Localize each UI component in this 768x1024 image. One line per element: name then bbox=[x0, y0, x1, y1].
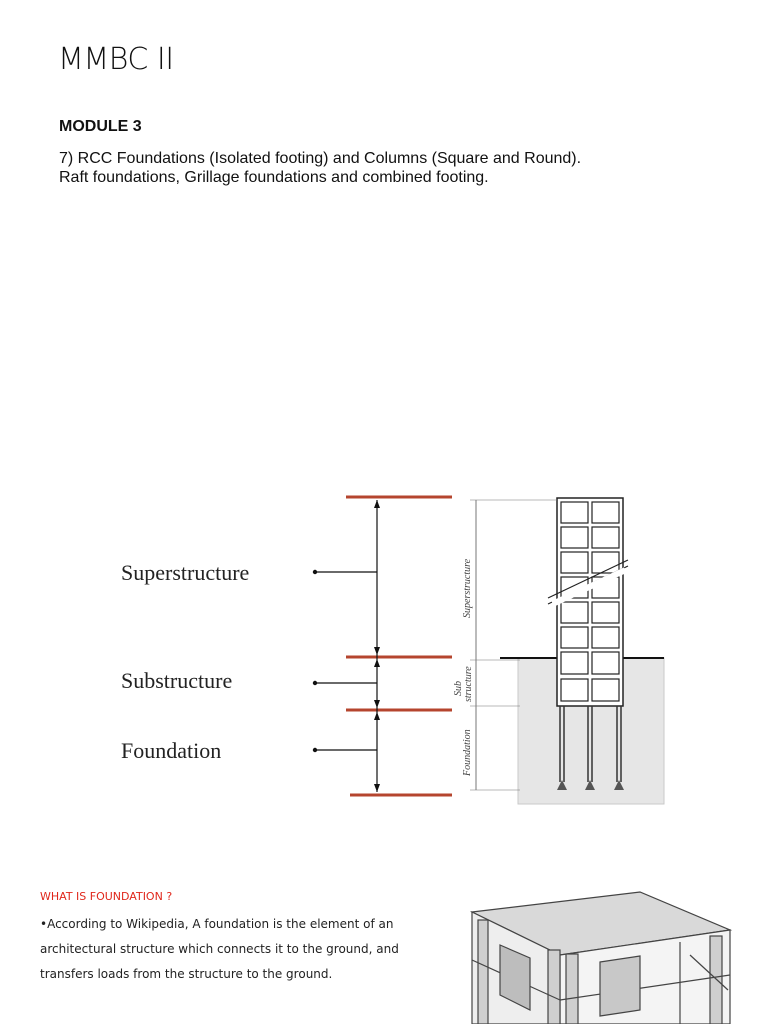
arrow-up bbox=[374, 712, 380, 720]
topic-line: 7) RCC Foundations (Isolated footing) and Columns (Square and Round). bbox=[59, 150, 582, 167]
topic-line: Raft foundations, Grillage foundations and combined footing. bbox=[59, 169, 489, 186]
side-label-foundation: Foundation bbox=[462, 729, 473, 776]
arrow-down bbox=[374, 784, 380, 792]
label-foundation: Foundation bbox=[121, 738, 222, 763]
arrow-up bbox=[374, 659, 380, 667]
arrow-up bbox=[374, 500, 380, 508]
side-label-structure: structure bbox=[463, 666, 474, 702]
arrow-down bbox=[374, 647, 380, 655]
paragraph-line: transfers loads from the structure to the ground. bbox=[40, 967, 333, 981]
paragraph-line: •According to Wikipedia, A foundation is the element of an bbox=[40, 917, 394, 931]
label-superstructure: Superstructure bbox=[121, 560, 250, 585]
section-heading: WHAT IS FOUNDATION ? bbox=[40, 890, 173, 903]
side-label-superstructure: Superstructure bbox=[462, 558, 473, 618]
module-heading: MODULE 3 bbox=[59, 118, 142, 135]
arrow-down bbox=[374, 700, 380, 708]
side-label-sub: Sub bbox=[453, 681, 464, 696]
label-substructure: Substructure bbox=[121, 668, 233, 693]
paragraph-line: architectural structure which connects it to the ground, and bbox=[40, 942, 399, 956]
frame-3d-illustration bbox=[472, 892, 730, 1024]
page-title: MMBC II bbox=[58, 42, 174, 77]
